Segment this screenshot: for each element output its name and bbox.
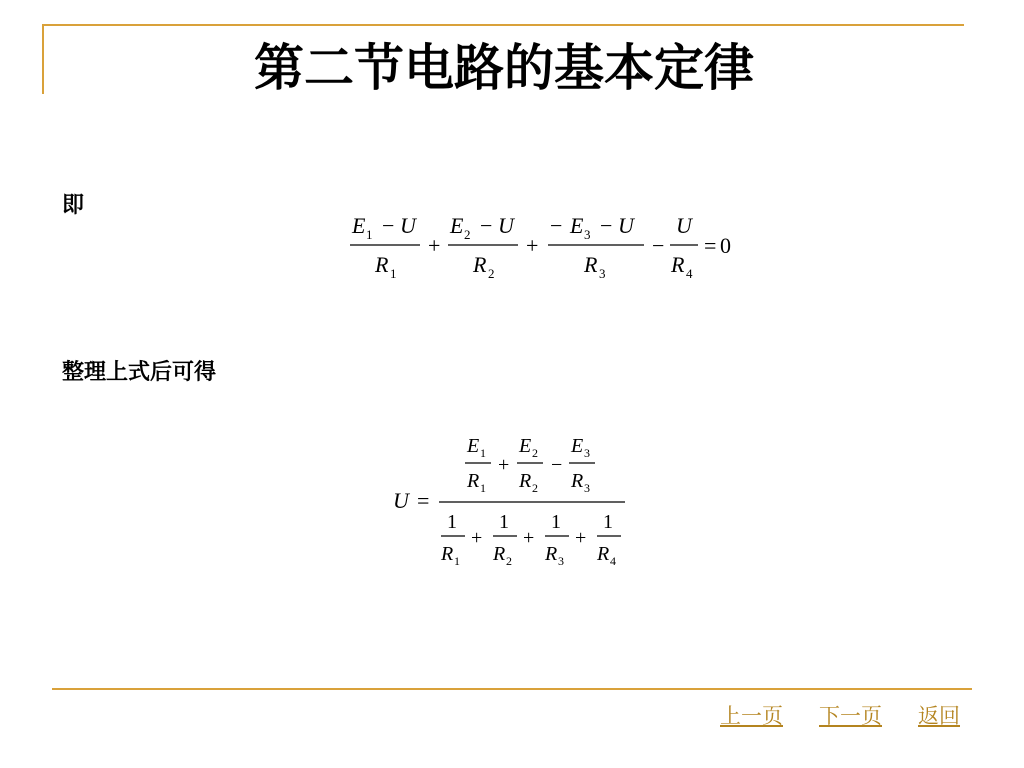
eq2-den1-one: 1 — [447, 511, 457, 533]
slide-title: 第二节电路的基本定律 — [254, 39, 754, 97]
eq2-den3-one: 1 — [551, 511, 561, 533]
eq2-den1-R-sub: 1 — [454, 554, 460, 568]
eq2-num-minus: − — [551, 454, 563, 476]
eq1-term2-num-minus: − — [480, 213, 493, 238]
next-page-link[interactable]: 下一页 — [819, 704, 882, 728]
back-link[interactable]: 返回 — [918, 704, 960, 728]
eq2-den3-R-sub: 3 — [558, 554, 564, 568]
eq1-term4-num-U: U — [676, 213, 692, 238]
slide-navigation — [720, 700, 960, 730]
equation-node-voltage — [385, 428, 635, 574]
prev-page-link[interactable]: 上一页 — [720, 704, 783, 728]
eq1-term1-den-R: R — [375, 252, 389, 277]
eq2-den2-R: R — [493, 543, 506, 565]
eq2-num2-R-sub: 2 — [532, 481, 538, 495]
eq2-num1-E-sub: 1 — [480, 446, 486, 460]
eq2-den2-R-sub: 2 — [506, 554, 512, 568]
eq2-den4-R-sub: 4 — [610, 554, 616, 568]
eq1-term1-num-minus: − — [382, 213, 395, 238]
eq2-num3-E: E — [571, 435, 584, 457]
eq2-num-plus: + — [498, 454, 510, 476]
eq2-lhs-U: U — [393, 488, 409, 513]
eq1-term4-den-sub: 4 — [686, 266, 693, 281]
eq1-equals: = — [704, 233, 717, 258]
eq2-den-plus-2: + — [523, 527, 535, 549]
eq1-term3-num-sub: 3 — [584, 227, 591, 242]
eq1-term3-num-neg: − — [550, 213, 563, 238]
eq2-num2-E-sub: 2 — [532, 446, 538, 460]
eq1-term1-num-U: U — [400, 213, 416, 238]
eq1-term3-num-U: U — [618, 213, 634, 238]
eq2-num3-R: R — [571, 470, 584, 492]
eq1-term2-den-sub: 2 — [488, 266, 495, 281]
eq2-den-plus-1: + — [471, 527, 483, 549]
eq1-term4-den-R: R — [671, 252, 685, 277]
eq2-num1-R-sub: 1 — [480, 481, 486, 495]
eq1-term3-num-E: E — [570, 213, 584, 238]
intro-label: 即 — [62, 193, 85, 218]
eq2-num1-E: E — [467, 435, 480, 457]
eq1-term1-den-sub: 1 — [390, 266, 397, 281]
eq1-term3-num-minus: − — [600, 213, 613, 238]
eq1-term1-num-sub: 1 — [366, 227, 373, 242]
eq2-den4-R: R — [597, 543, 610, 565]
eq1-term2-num-sub: 2 — [464, 227, 471, 242]
eq1-minus-4: − — [652, 233, 665, 258]
title-rule-horizontal — [42, 24, 964, 26]
eq1-term3-den-R: R — [584, 252, 598, 277]
eq2-num2-R: R — [519, 470, 532, 492]
eq2-den1-R: R — [441, 543, 454, 565]
eq1-term2-num-U: U — [498, 213, 514, 238]
eq1-term2-den-R: R — [473, 252, 487, 277]
equation-node-sum — [340, 205, 740, 285]
eq1-term2-num-E: E — [450, 213, 464, 238]
eq2-den3-R: R — [545, 543, 558, 565]
eq2-num3-E-sub: 3 — [584, 446, 590, 460]
eq1-plus-2: + — [526, 233, 539, 258]
eq1-zero: 0 — [720, 233, 731, 258]
eq1-term1-num-E: E — [352, 213, 366, 238]
eq2-den-plus-3: + — [575, 527, 587, 549]
rearranged-label: 整理上式后可得 — [62, 360, 217, 385]
eq1-term3-den-sub: 3 — [599, 266, 606, 281]
eq2-den4-one: 1 — [603, 511, 613, 533]
eq2-equals: = — [417, 488, 430, 513]
footer-rule — [52, 688, 972, 690]
eq2-num2-E: E — [519, 435, 532, 457]
eq2-den2-one: 1 — [499, 511, 509, 533]
eq1-plus-1: + — [428, 233, 441, 258]
eq2-num1-R: R — [467, 470, 480, 492]
eq2-num3-R-sub: 3 — [584, 481, 590, 495]
